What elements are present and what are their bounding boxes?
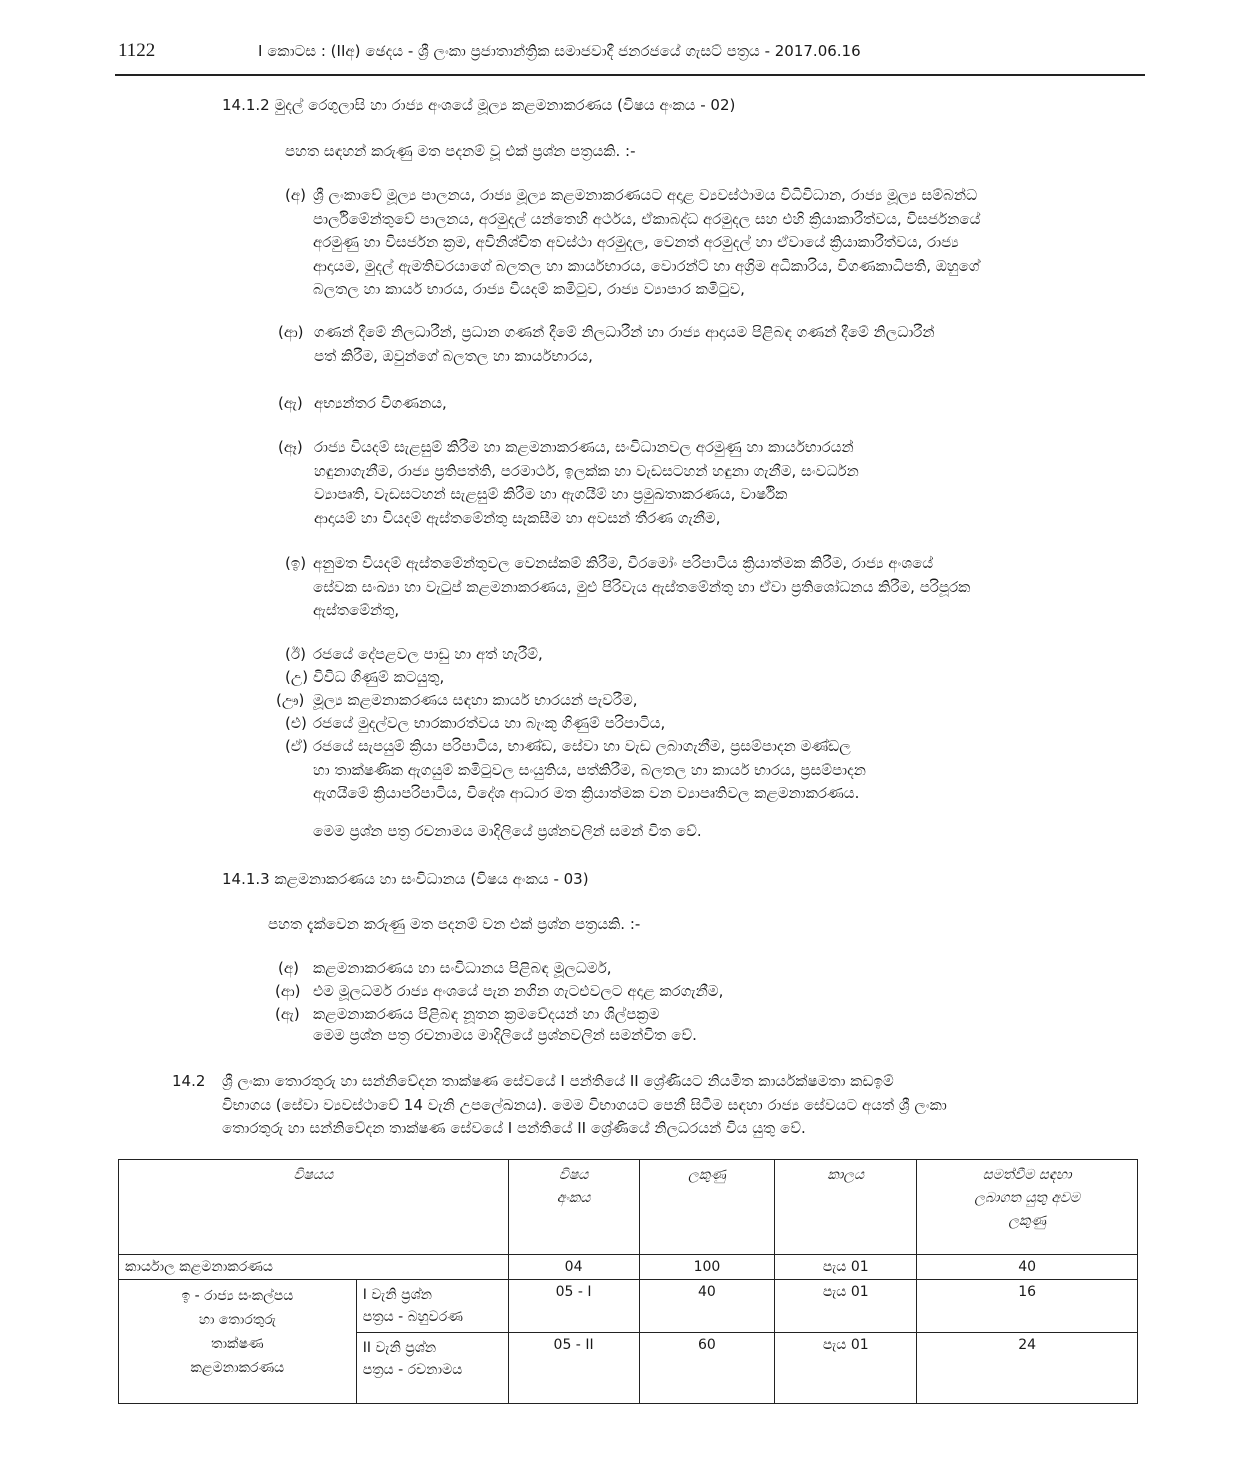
item-text: රජයේ සැපයුම් ක්‍රියා පරිපාටිය, භාණ්ඩ, සේවා හා වැඩ ලබාගැනීම, ප්‍රසම්පාදන මණ්ඩල හා තාක්ෂණික ඇගයුම් කමිටුවල සංයුතිය, පත්කිරීම, බලතල හා කාර්ය භාරය, ප්‍රසම්පාදන ඇගයීමේ ක්‍රියාපරිපාටිය, විදේශ ආධාර මත ක්‍රියාත්මක වන ව්‍යාපෘතිවල කළමනාකරණය.	[313, 737, 866, 802]
item-text: රාජ්‍ය වියදම් සැළසුම් කිරීම හා කළමනාකරණය, සංවිධානවල අරමුණු හා කාර්යභාරයන් හඳුනාගැනීම, රාජ්‍ය ප්‍රතිපත්ති, පරමාර්ථ, ඉලක්ක හා වැඩසටහන් හඳුනා ගැනීම, සංවර්ධන ව්‍යාපෘති, වැඩසටහන් සැළසුම් කිරීම හා ඇගයීම් හා ප්‍රමුඛතාකරණය, වාර්ෂික ආදායම් හා වියදම් ඇස්තමේන්තු සැකසීම හා අවසන් තීරණ ගැනීම,	[314, 438, 859, 527]
item-text: ශ්‍රී ලංකාවේ මූල්‍ය පාලනය, රාජ්‍ය මූල්‍ය කළමනාකරණයට අදාළ ව්‍යවස්ථාමය විධිවිධාන, රාජ්‍ය මූල්‍ය සම්බන්ධ පාර්ලිමේන්තුවේ පාලනය, අරමුදල් යන්තෙහි අර්ථය, ඒකාබද්ධ අරමුදල සහ එහි ක්‍රියාකාරීත්වය, විසර්ජනයේ අරමුණු හා විසර්ජන ක්‍රම, අවිනිශ්චිත අවස්ථා අරමුදල, වෙනත් අරමුදල් හා ඒවායේ ක්‍රියාකාරීත්වය, රාජ්‍ය ආදායම, මුදල් ඇමතිවරයාගේ බලතල හා කාර්යභාරය, වොරන්ට් හා අග්‍රිම අධිකාරිය, විගණකාධිපති, ඔහුගේ බලතල හා කාර්ය භාරය, රාජ්‍ය වියදම් කමිටුව, රාජ්‍ය ව්‍යාපාර කමිටුව,	[313, 186, 981, 298]
item-marker: (අ)	[285, 186, 306, 204]
cell-marks: 40	[639, 1280, 775, 1333]
item-text: රජයේ දේපළවල පාඩු හා අත් හැරීම්,	[313, 645, 543, 663]
item-marker: (උ)	[285, 668, 309, 686]
item-marker: (ඉ)	[285, 554, 307, 572]
cell-group-subject: ඉ - රාජ්‍ය සංකල්පය හා තොරතුරු තාක්ෂණ කළමනාකරණය	[119, 1280, 357, 1404]
cell-marks: 100	[639, 1255, 775, 1280]
item-text: විවිධ ගිණුම් කටයුතු,	[313, 668, 445, 686]
item-text: කළමනාකරණය පිළිබඳ නූතන ක්‍රමවේදයන් හා ශිල්පක්‍රම	[313, 1005, 660, 1023]
cell-paper: II වැනි ප්‍රශ්න පත්‍රය - රචනාමය	[356, 1333, 508, 1404]
item-text: එම මූලධර්ම රාජ්‍ය අංශයේ පැන නගින ගැටළුවලට අදාළ කරගැනීම,	[313, 982, 724, 1000]
header-pass-marks: සමත්වීම සඳහා ලබාගත යුතු අවම ලකුණු	[917, 1160, 1138, 1255]
gazette-header-title: I කොටස : (IIඅ) ඡෙදය - ශ්‍රී ලංකා ප්‍රජාතාන්ත්‍රික සමාජවාදී ජනරජයේ ගැසට් පත්‍රය - 2017.06.16	[258, 42, 861, 60]
item-marker: (ආ)	[275, 982, 301, 1000]
item-text: කළමනාකරණය හා සංවිධානය පිළිබඳ මූලධර්ම,	[313, 959, 612, 977]
cell-pass: 16	[917, 1280, 1138, 1333]
cell-code: 04	[508, 1255, 639, 1280]
section-closing-14-1-3: මෙම ප්‍රශ්න පත්‍ර රචනාමය මාදිලියේ ප්‍රශ්නවලින් සමන්විත වේ.	[313, 1026, 697, 1044]
item-marker: (ඊ)	[285, 645, 306, 663]
cell-pass: 40	[917, 1255, 1138, 1280]
exam-table	[118, 1159, 1138, 1404]
section-intro-14-1-3: පහත දැක්වෙන කරුණු මත පදනම් වන එක් ප්‍රශ්න පත්‍රයකි. :-	[268, 915, 641, 933]
section-closing-14-1-2: මෙම ප්‍රශ්න පත්‍ර රචනාමය මාදිලියේ ප්‍රශ්නවලින් සමන් විත වේ.	[313, 822, 702, 840]
header-marks: ලකුණු	[639, 1160, 775, 1255]
item-text: අභ්‍යන්තර විගණනය,	[314, 394, 447, 412]
cell-code: 05 - I	[508, 1280, 639, 1333]
header-duration: කාලය	[775, 1160, 917, 1255]
section-heading-14-1-3: 14.1.3 කළමනාකරණය හා සංවිධානය (විෂය අංකය - 03)	[222, 870, 589, 888]
header-code: විෂය අංකය	[508, 1160, 639, 1255]
item-text: අනුමත වියදම් ඇස්තමේන්තුවල වෙනස්කම් කිරීම, වීරමෝං පරිපාටිය ක්‍රියාත්මක කිරීම, රාජ්‍ය අංශයේ සේවක සංඛ්‍යා හා වැටුප් කළමනාකරණය, මුළු පිරිවැය ඇස්තමේන්තු හා ඒවා ප්‍රතිශෝධනය කිරීම, පරිපූරක ඇස්තමේන්තු,	[313, 554, 971, 619]
item-marker: (ඈ)	[278, 438, 303, 456]
item-text: මූල්‍ය කළමනාකරණය සඳහා කාර්ය භාරයන් පැවරීම,	[313, 691, 638, 709]
cell-subject: කාර්යාල කළමනාකරණය	[119, 1255, 509, 1280]
item-marker: (ඇ)	[275, 1005, 300, 1023]
cell-duration: පැය 01	[775, 1333, 917, 1404]
item-marker: (ආ)	[278, 323, 304, 341]
cell-code: 05 - II	[508, 1333, 639, 1404]
item-marker: (අ)	[278, 959, 299, 977]
page-number: 1122	[118, 40, 156, 61]
section-heading-14-1-2: 14.1.2 මුදල් රෙගුලාසි හා රාජ්‍ය අංශයේ මූල්‍ය කළමනාකරණය (විෂය අංකය - 02)	[222, 96, 736, 114]
table-row	[119, 1280, 1138, 1333]
cell-paper: I වැනි ප්‍රශ්න පත්‍රය - බහුවරණ	[356, 1280, 508, 1333]
cell-duration: පැය 01	[775, 1280, 917, 1333]
item-marker: (ඒ)	[285, 737, 308, 755]
cell-marks: 60	[639, 1333, 775, 1404]
header-subject: විෂයය	[119, 1160, 509, 1255]
header-rule	[115, 74, 1145, 76]
section-intro-14-1-2: පහත සඳහන් කරුණු මත පදනම් වූ එක් ප්‍රශ්න පත්‍රයකි. :-	[285, 142, 636, 160]
item-marker: (එ)	[285, 714, 307, 732]
cell-pass: 24	[917, 1333, 1138, 1404]
table-row	[119, 1255, 1138, 1280]
item-text: රජයේ මුදල්වල භාරකාරත්වය හා බැංකු ගිණුම් පරිපාටිය,	[313, 714, 666, 732]
section-text-14-2: ශ්‍රී ලංකා තොරතුරු හා සන්නිවේදන තාක්ෂණ සේවයේ I පන්තියේ II ශ්‍රේණියට නියමිත කාර්යක්ෂමතා කඩඉම් විභාගය (සේවා ව්‍යවස්ථාවේ 14 වැනි උපලේඛනය). මෙම විභාගයට පෙනී සිටීම සඳහා රාජ්‍ය සේවයට අයත් ශ්‍රී ලංකා තොරතුරු හා සන්නිවේදන තාක්ෂණ සේවයේ I පන්තියේ II ශ්‍රේණියේ නිලධරයන් විය යුතු වේ.	[222, 1072, 947, 1137]
section-number-14-2: 14.2	[172, 1072, 206, 1090]
item-marker: (ඇ)	[278, 394, 303, 412]
item-text: ගණන් දීමේ නිලධාරීන්, ප්‍රධාන ගණන් දීමේ නිලධාරීන් හා රාජ්‍ය ආදායම පිළිබඳ ගණන් දීමේ නිලධාරීන් පත් කිරීම, ඔවුන්ගේ බලතල හා කාර්යභාරය,	[314, 323, 935, 365]
table-header-row	[119, 1160, 1138, 1255]
item-marker: (ඌ)	[276, 691, 305, 709]
cell-duration: පැය 01	[775, 1255, 917, 1280]
